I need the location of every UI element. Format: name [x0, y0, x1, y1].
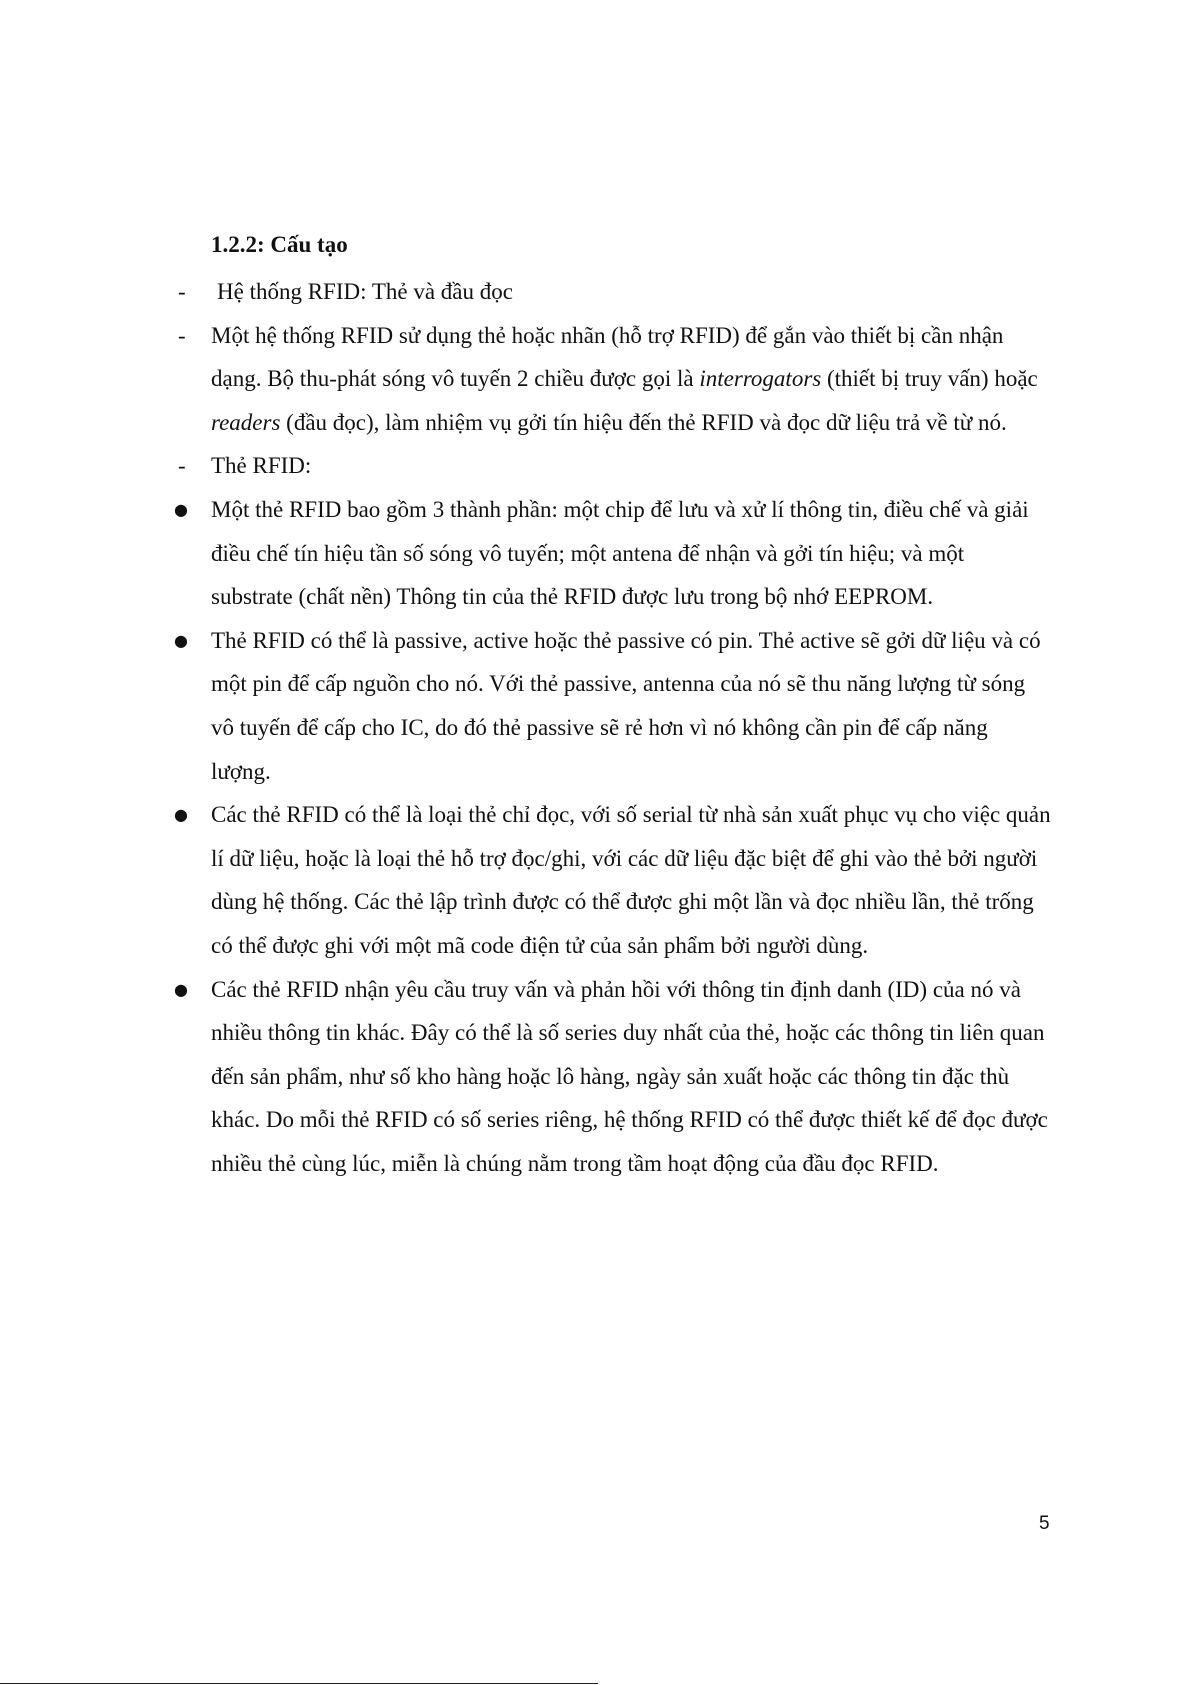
text-segment: Các thẻ RFID nhận yêu cầu truy vấn và phản hồi với thông tin định danh (ID) của nó và nhiều thông tin khác. Đây có thể là số series duy nhất của thẻ, hoặc các thông tin liên quan đến sản phẩm, như số kho hàng hoặc lô hàng, ngày sản xuất hoặc các thông tin đặc thù khác. Do mỗi thẻ RFID có số series riêng, hệ thống RFID có thể được thiết kế để đọc được nhiều thẻ cùng lúc, miễn là chúng nằm trong tầm hoạt động của đầu đọc RFID. [211, 976, 1048, 1176]
list-item [0, 793, 1051, 967]
bullet-marker: ● [174, 979, 188, 999]
bullet-marker: ● [174, 805, 188, 825]
list-item [0, 444, 1051, 488]
section-heading: 1.2.2: Cấu tạo [211, 232, 348, 257]
list-item-text [211, 444, 1051, 488]
list-item [0, 270, 1051, 314]
dash-marker: - [178, 453, 186, 479]
text-segment: Hệ thống RFID: Thẻ và đầu đọc [217, 279, 513, 304]
dash-marker: - [178, 322, 186, 348]
list-item-text [211, 619, 1051, 793]
dash-marker: - [178, 279, 186, 304]
list-item [0, 314, 1051, 445]
text-segment: (đầu đọc), làm nhiệm vụ gởi tín hiệu đến thẻ RFID và đọc dữ liệu trả về từ nó. [280, 409, 1007, 435]
text-segment: Một thẻ RFID bao gồm 3 thành phần: một chip để lưu và xử lí thông tin, điều chế và giải điều chế tín hiệu tần số sóng vô tuyến; một antena để nhận và gởi tín hiệu; và một substrate (chất nền) Thông tin của thẻ RFID được lưu trong bộ nhớ EEPROM. [211, 496, 1029, 610]
list-item [0, 968, 1051, 1186]
list-item-text [211, 488, 1051, 619]
italic-term: readers [211, 409, 281, 435]
bullet-marker: ● [174, 499, 188, 519]
text-segment: (thiết bị truy vấn) hoặc [821, 366, 1038, 392]
text-segment: Thẻ RFID: [211, 453, 312, 479]
list-item-text [211, 270, 1051, 314]
footnote-divider [0, 1683, 598, 1684]
list-item-text [211, 968, 1051, 1186]
text-segment: Một hệ thống RFID sử dụng thẻ hoặc nhãn (hỗ trợ RFID) để gắn vào thiết bị cần nhận dạng. Bộ thu-phát sóng vô tuyến 2 chiều được gọi là [211, 322, 1004, 392]
text-segment: Các thẻ RFID có thể là loại thẻ chỉ đọc, với số serial từ nhà sản xuất phục vụ cho việc quản lí dữ liệu, hoặc là loại thẻ hỗ trợ đọc/ghi, với các dữ liệu đặc biệt để ghi vào thẻ bởi người dùng hệ thống. Các thẻ lập trình được có thể được ghi một lần và đọc nhiều lần, thẻ trống có thể được ghi với một mã code điện tử của sản phẩm bởi người dùng. [211, 802, 1051, 958]
list-item-text [211, 793, 1051, 967]
italic-term: interrogators [699, 366, 822, 392]
list-item [0, 488, 1051, 619]
text-segment: Thẻ RFID có thể là passive, active hoặc thẻ passive có pin. Thẻ active sẽ gởi dữ liệu và có một pin để cấp nguồn cho nó. Với thẻ passive, antenna của nó sẽ thu năng lượng từ sóng vô tuyến để cấp cho IC, do đó thẻ passive sẽ rẻ hơn vì nó không cần pin để cấp năng lượng. [211, 627, 1041, 784]
list-item [0, 619, 1051, 793]
page-number: 5 [1039, 1513, 1050, 1534]
list-item-text [211, 314, 1051, 445]
bullet-marker: ● [174, 630, 188, 650]
section-content [0, 270, 1191, 1185]
